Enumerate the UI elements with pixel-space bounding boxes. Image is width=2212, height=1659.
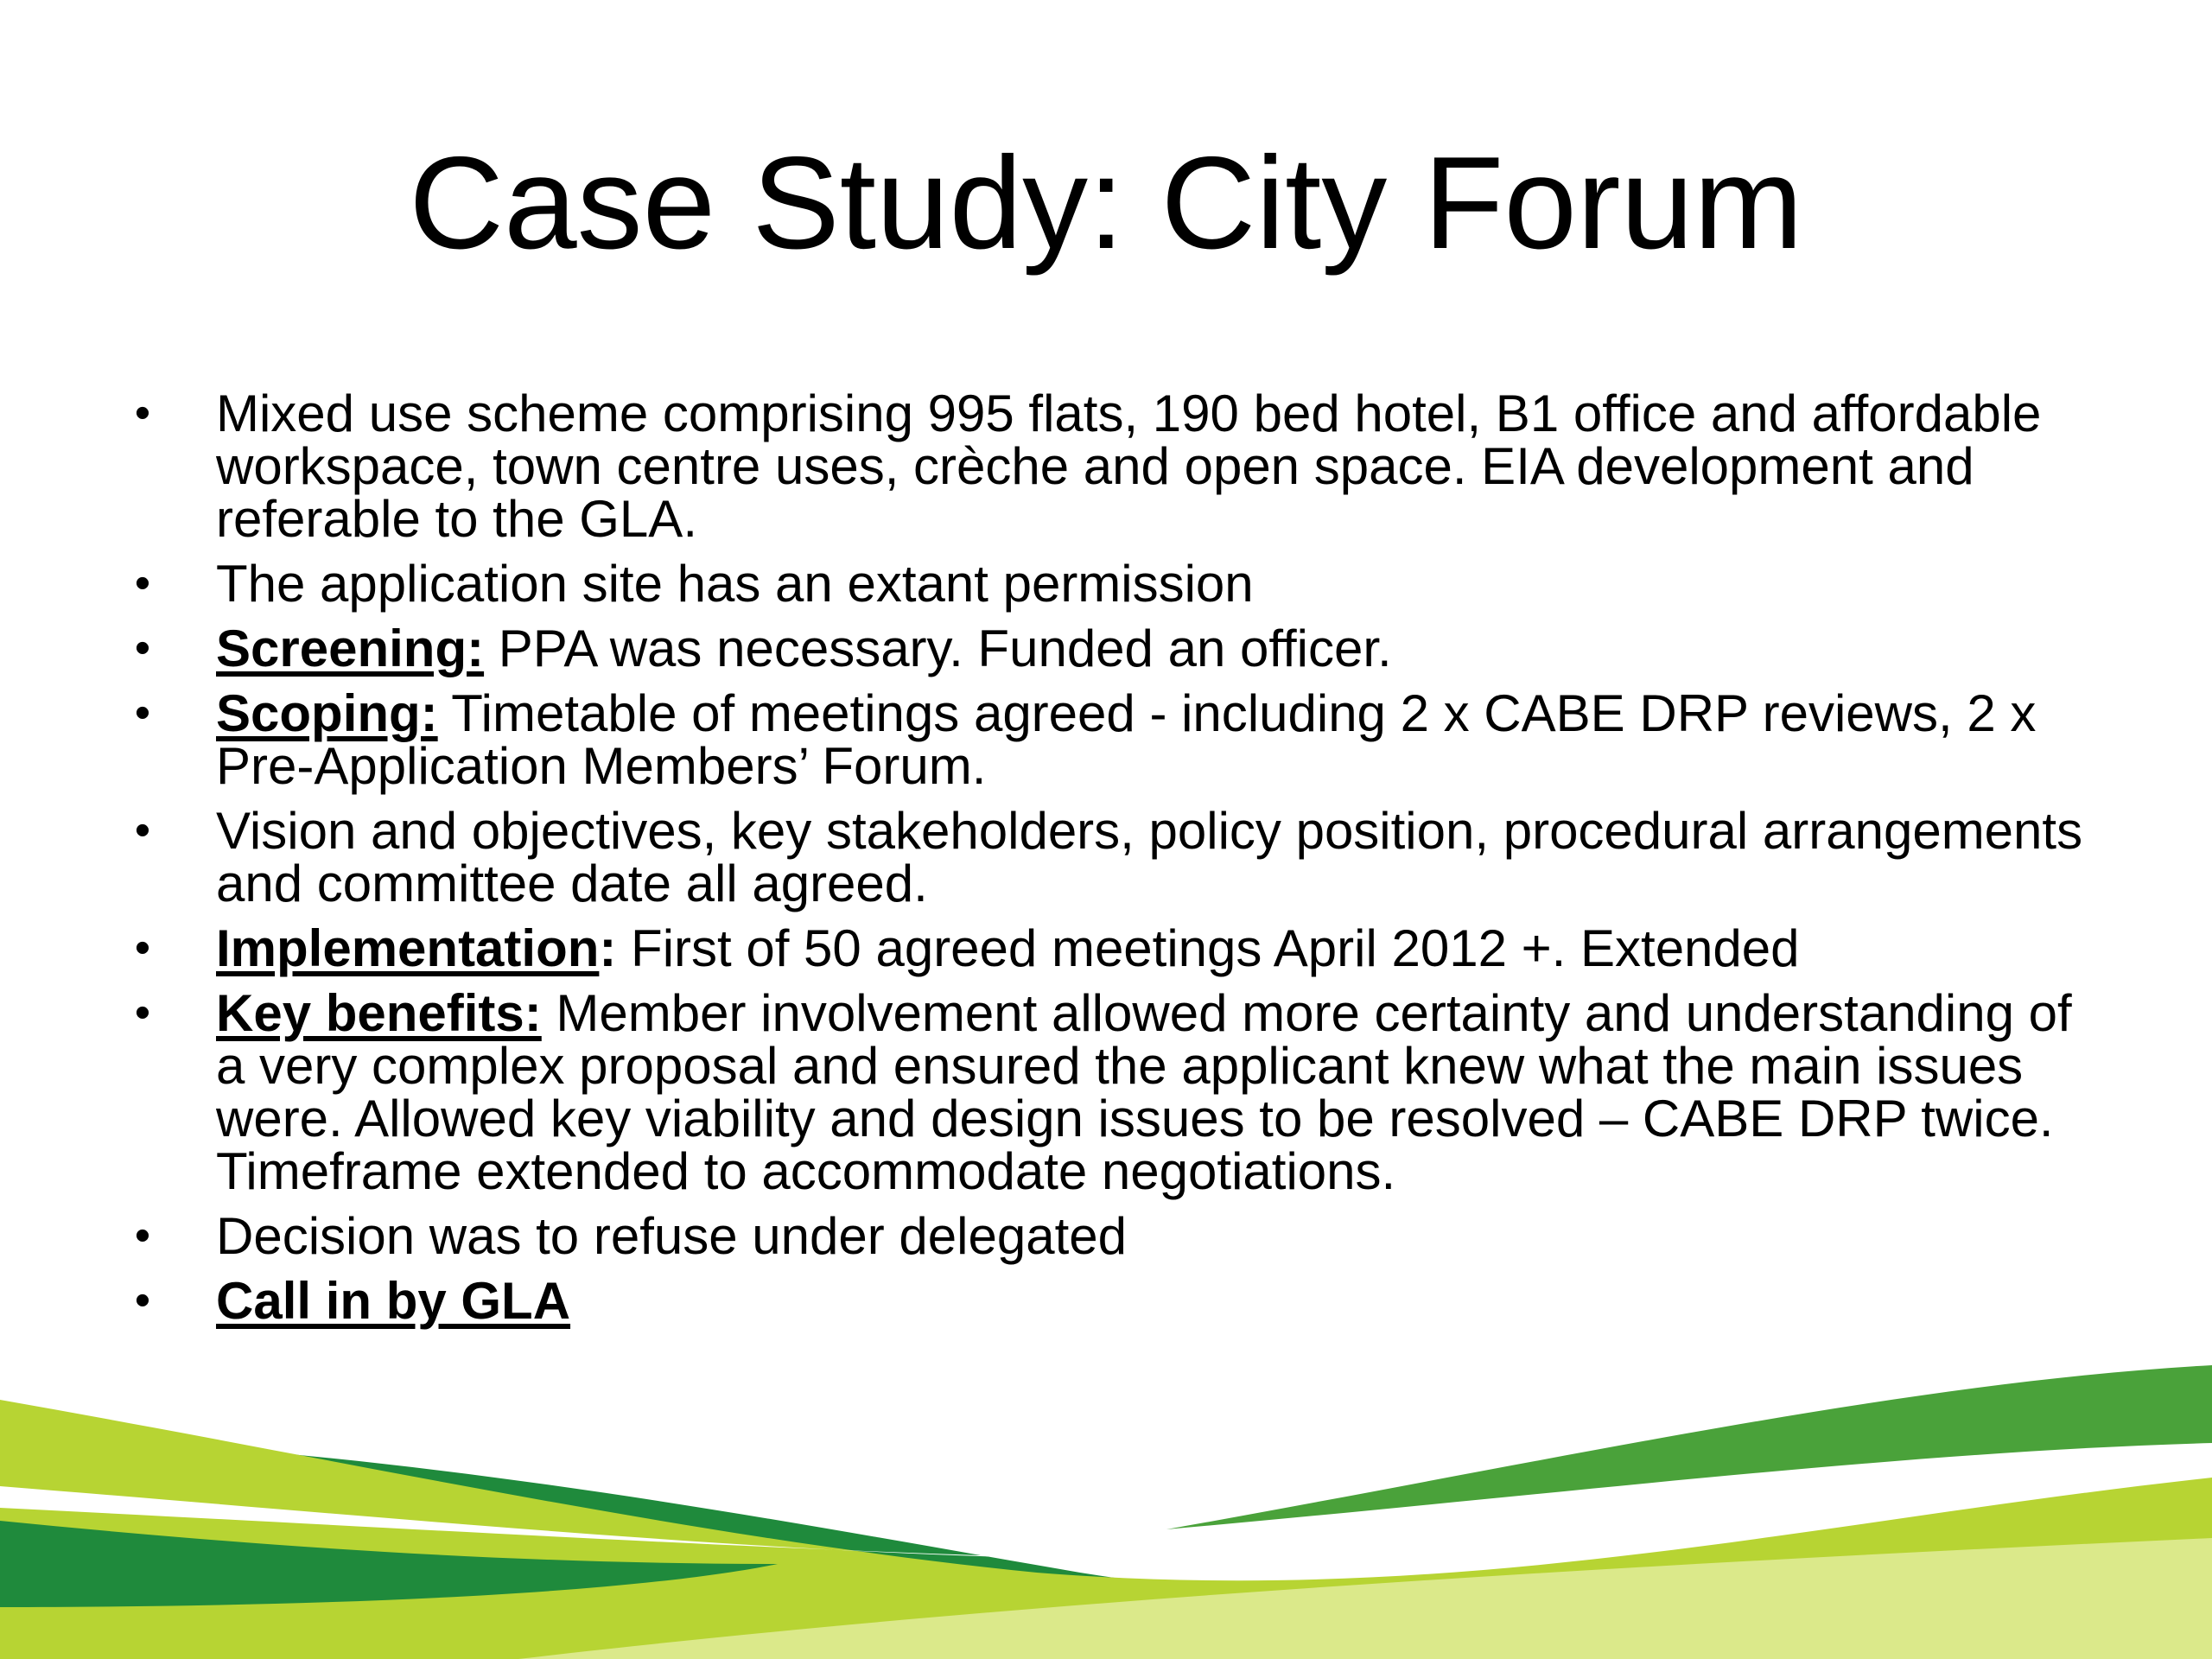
bullet-dot: • (134, 388, 151, 438)
bullet-dot: • (134, 805, 151, 855)
bullet-dot: • (134, 558, 151, 608)
bullet-item (130, 1272, 2108, 1330)
bullet-item (130, 804, 2108, 910)
bullet-text: The application site has an extant permission (216, 555, 1254, 613)
bullet-lead: Key benefits: (216, 984, 542, 1042)
bullet-item (130, 385, 2108, 548)
bullet-dot: • (134, 1275, 151, 1325)
bullet-dot: • (134, 1211, 151, 1261)
bullet-dot: • (134, 923, 151, 973)
bullet-dot: • (134, 688, 151, 738)
bullet-list (130, 387, 2108, 1339)
bullet-dot: • (134, 623, 151, 673)
bullet-lead-suffix: : (599, 919, 617, 977)
bullet-item (130, 919, 2108, 977)
bullet-item (130, 622, 2108, 675)
bullet-text: PPA was necessary. Funded an officer. (484, 620, 1392, 677)
bullet-lead: Implementation (216, 919, 600, 977)
bullet-item (130, 684, 2108, 795)
bullet-lead: Screening: (216, 620, 485, 677)
bullet-text: Member involvement allowed more certainty and understanding of a very complex proposal and ensured the applicant knew what the main issues were. Allowed key viability and design issues to be resolved – CABE DRP twice. Timeframe extended to accommodate negotiations. (216, 984, 2072, 1200)
bullet-lead: Scoping: (216, 684, 438, 742)
bullet-item (130, 555, 2108, 613)
green-wave-decoration (0, 1348, 2212, 1659)
slide-title: Case Study: City Forum (409, 130, 1803, 276)
bullet-text: Vision and objectives, key stakeholders, policy position, procedural arrangements and committee date all agreed. (216, 802, 2083, 912)
bullet-text: First of 50 agreed meetings April 2012 +. Extended (616, 919, 1800, 977)
bullet-text: Timetable of meetings agreed - including 2 x CABE DRP reviews, 2 x Pre-Application Members’ Forum. (216, 684, 2037, 795)
bullet-item (130, 1207, 2108, 1265)
bullet-lead: Call in by GLA (216, 1272, 571, 1330)
bullet-text: Mixed use scheme comprising 995 flats, 190 bed hotel, B1 office and affordable workspace, town centre uses, crèche and open space. EIA development and referable to the GLA. (216, 385, 2042, 548)
bullet-dot: • (134, 988, 151, 1038)
bullet-text: Decision was to refuse under delegated (216, 1207, 1127, 1265)
bullet-item (130, 984, 2108, 1200)
